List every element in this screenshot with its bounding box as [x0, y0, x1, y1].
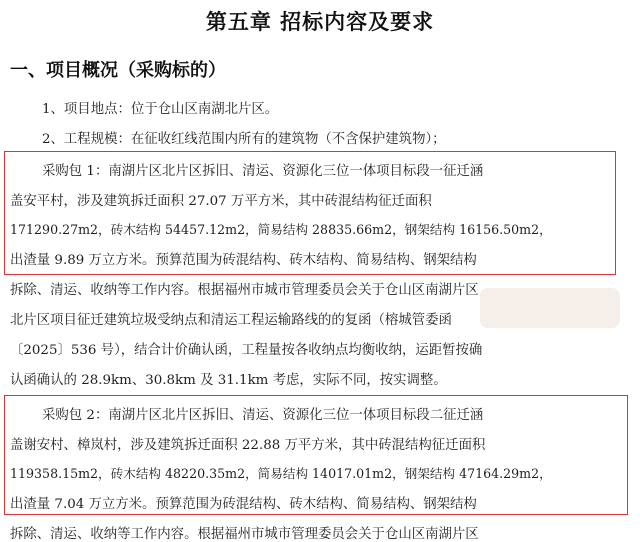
package1-line: 出渣量 9.89 万立方米。预算范围为砖混结构、砖木结构、简易结构、钢架结构 [10, 253, 477, 268]
package1-line: 北片区项目征迁建筑垃圾受纳点和清运工程运输路线的的复函（榕城管委函 [10, 313, 452, 328]
package1-line: 拆除、清运、收纳等工作内容。根据福州市城市管理委员会关于仓山区南湖片区 [10, 283, 479, 298]
package2-line: 出渣量 7.04 万立方米。预算范围为砖混结构、砖木结构、简易结构、钢架结构 [10, 497, 477, 512]
section-heading: 一、项目概况（采购标的） [10, 60, 226, 81]
package2-highlight-box [4, 395, 628, 515]
item-location: 1、项目地点：位于仓山区南湖北片区。 [42, 102, 279, 117]
package1-line: 盖安平村，涉及建筑拆迁面积 27.07 万平方米，其中砖混结构征迁面积 [10, 194, 432, 209]
package1-line: 采购包 1：南湖片区北片区拆旧、清运、资源化三位一体项目标段一征迁涵 [42, 164, 484, 179]
package1-highlight-box [4, 151, 616, 275]
chapter-title: 第五章 招标内容及要求 [205, 10, 435, 34]
package2-line: 119358.15m2，砖木结构 48220.35m2，简易结构 14017.01m2，钢架结构 47164.29m2， [10, 466, 552, 481]
package2-line: 拆除、清运、收纳等工作内容。根据福州市城市管理委员会关于仓山区南湖片区 [10, 527, 479, 542]
package2-line: 采购包 2：南湖片区北片区拆旧、清运、资源化三位一体项目标段二征迁涵 [42, 408, 484, 423]
item-scale: 2、工程规模：在征收红线范围内所有的建筑物（不含保护建筑物）； [42, 132, 446, 147]
package1-line: 认函确认的 28.9km、30.8km 及 31.1km 考虑，实际不同，按实调整。 [10, 373, 447, 388]
package1-line: 171290.27m2，砖木结构 54457.12m2，简易结构 28835.66m2，钢架结构 16156.50m2， [10, 222, 552, 237]
package1-line: 〔2025〕536 号），结合计价确认函，工程量按各收纳点均衡收纳，运距暂按确 [10, 343, 483, 358]
package2-line: 盖谢安村、樟岚村，涉及建筑拆迁面积 22.88 万平方米，其中砖混结构征迁面积 [10, 438, 486, 453]
watermark-logo [470, 268, 630, 348]
